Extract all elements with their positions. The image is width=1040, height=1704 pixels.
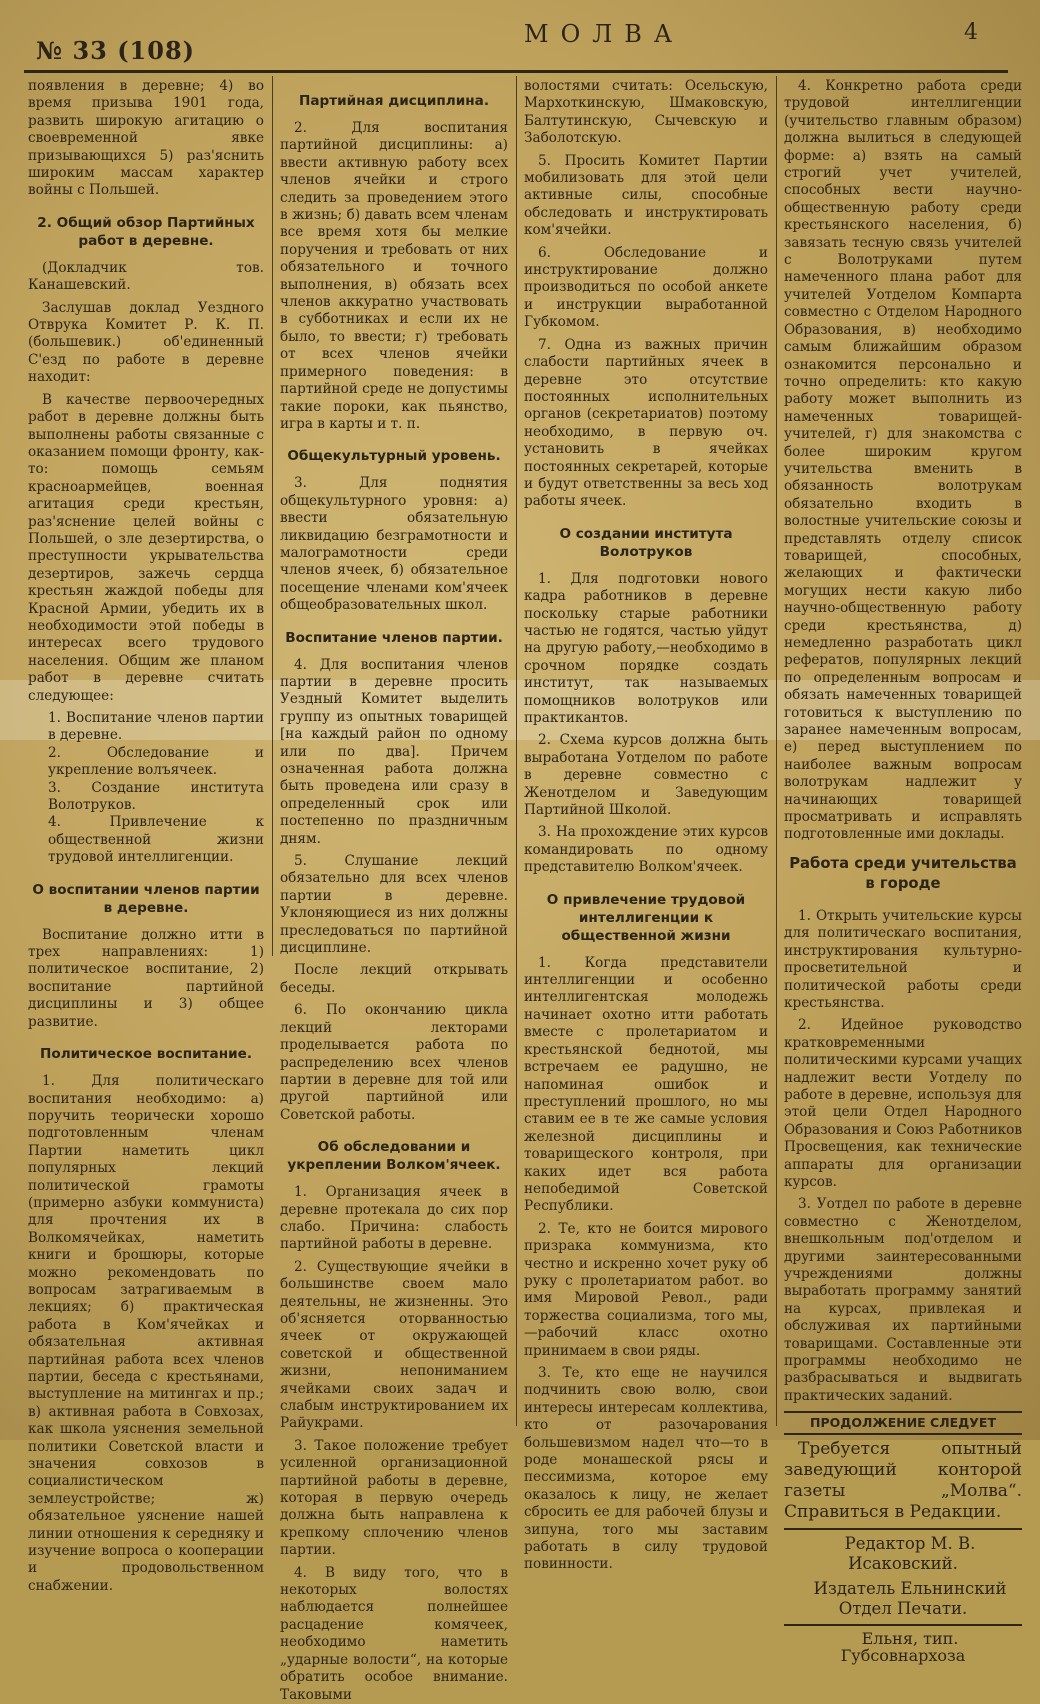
printer-credit: Ельня, тип. Губсовнархоза (840, 1628, 966, 1666)
page-number: 4 (964, 20, 978, 45)
paragraph: 1. Организация ячеек в деревне протекала до сих пор слабо. Причина: слабость партийной работы в деревне. (280, 1184, 508, 1253)
issue-number: № 33 (108) (36, 36, 196, 65)
paragraph: 3. Для поднятия общекультурного уровня: а) ввести обязательную ликвидацию безграмотности и малограмотности среди членов ячеек, б) обязательное посещение членами ком'ячеек общеобразовательных школ. (280, 475, 508, 614)
masthead (0, 0, 1040, 80)
paragraph: 1. Когда представители интеллигенции и особенно интеллигентская молодежь начинает охотно итти работать вместе с пролетариатом и крестьянской беднотой, мы встречаем ее радушно, не напоминая ошибок и преступлений прошлого, но мы ставим ее в те же самые условия железной дисциплины и товарищеского контроля, при каких идет вся работа непобедимой Советской Республики. (524, 954, 768, 1215)
column-divider (516, 76, 517, 1426)
list-item: 1. Воспитание членов партии в деревне. (48, 710, 264, 744)
paragraph: В качестве первоочередных работ в деревне должны быть выполнены работы связанные с оказанием помощи фронту, как-то: помощь семьям красноармейцев, военная агитация среди крестьян, раз'яснение целей войны с Польшей, о зле дезертирства, о преступности укрывательства дезертиров, зажечь сердца крестьян жаждой победы для Красной Армии, убедить их в необходимости этой победы в интересах всего трудового населения. Общим же планом работ в деревне считать следующее: (28, 391, 264, 704)
paragraph: 5. Просить Комитет Партии мобилизовать для этой цели активные силы, способные обследовать и инструктировать ком'ячейки. (524, 152, 768, 239)
paragraph: 3. На прохождение этих курсов командировать по одному представителю Волком'ячеек. (524, 824, 768, 876)
heading-member-training: Воспитание членов партии. (285, 629, 503, 646)
heading-political-education: Политическое воспитание. (40, 1046, 252, 1063)
paragraph: 6. По окончанию цикла лекций лекторами проделывается работа по распределению всех членов партии в деревне для той или другой партийной или Советской работы. (280, 1002, 508, 1123)
paragraph: 1. Открыть учительские курсы для политическаго воспитания, инструктирования культурно-просветительной и политической работы среди крестьянства. (784, 907, 1022, 1011)
paragraph: 3. Уотдел по работе в деревне совместно с Женотделом, внешкольным под'отделом и другими заинтересованными учреждениями должны выработать программу занятий на курсах, привлекая и обслуживая их партийными товарищами. Составленные эти программы необходимо не разбрасываться и выдвигать практических заданий. (784, 1196, 1022, 1404)
paragraph: 2. Схема курсов должна быть выработана Уотделом по работе в деревне совместно с Женотделом и Заведующим Партийной Школой. (524, 732, 768, 819)
divider (784, 1624, 1022, 1626)
paragraph: 3. Те, кто еще не научился подчинить свою волю, свои интересы интересам коллектива, кто от разочарования большевизмом надел что—то в роде монашеской рясы и пессимизма, которое ему оказалось к лицу, не желает сбросить ее для рабочей блузы и зипуна, того мы заставим работать в силу трудовой повинности. (524, 1365, 768, 1573)
column-2 (280, 78, 508, 1703)
paragraph: 2. Те, кто не боится мирового призрака коммунизма, кто честно и искренно хочет руку об руку с пролетариатом работ. во имя Мировой Револ., ради торжества социализма, того мы,—рабочий класс охотно принимаем в свои ряды. (524, 1220, 768, 1359)
paragraph: 4. Для воспитания членов партии в деревне просить Уездный Комитет выделить группу из опытных товарищей [на каждый район по одному или по два]. Причем означенная работа должна быть проведена или сразу в определенный срок или постепенно по праздничным дням. (280, 656, 508, 847)
list-item: 2. Обследование и укрепление волъячеек. (48, 744, 264, 779)
paragraph: Воспитание должно итти в трех направлениях: 1) политическое воспитание, 2) воспитание партийной дисциплины и 3) общее развитие. (28, 926, 264, 1030)
continued-text: появления в деревне; 4) во время призыва 1901 года, развить широкую агитацию о своевременной явке призывающихся 5) раз'яснить широким массам характер войны с Польшей. (28, 78, 264, 199)
heading-city-teachers: Работа среди учительства в городе (789, 854, 1017, 892)
paragraph: Заслушав доклад Уездного Отврука Комитет Р. К. П. (большевик.) об'единенный С'езд по работе в деревне находит: (28, 299, 264, 386)
masthead-rule (24, 70, 1008, 73)
paragraph: 7. Одна из важных причин слабости партийных ячеек в деревне это отсутствие постоянных исполнительных органов (секретариатов) поэтому необходимо, в первую оч. установить в ячейках постоянных секретарей, которые и будут ответственны за весь ход работы ячеек. (524, 336, 768, 510)
paragraph: 3. Такое положение требует усиленной организационной партийной работы в деревне, которая в первую очередь должна быть направлена к крепкому сплочению членов партии. (280, 1437, 508, 1559)
divider (784, 1528, 1022, 1530)
heading-party-discipline: Партийная дисциплина. (298, 93, 489, 109)
heading-member-education: О воспитании членов партии в деревне. (32, 881, 260, 916)
paragraph: 6. Обследование и инструктирование должно производиться по особой анкете и инструкции выработанной Губкомом. (524, 244, 768, 331)
paper-name: МОЛВА (524, 20, 685, 48)
heading-cell-survey: Об обследовании и укреплении Волком'ячеек. (287, 1139, 501, 1174)
paragraph: 1. Для подготовки нового кадра работников в деревне поскольку старые работники частью не годятся, частью уйдут на другую работу,—необходимо в срочном порядке создать институт, так называемых помощников волотруков или практикантов. (524, 570, 768, 726)
editor-credit: Редактор М. В. Исаковский. (844, 1533, 976, 1573)
column-1 (28, 78, 264, 1594)
column-divider (272, 76, 273, 956)
column-3 (524, 78, 768, 1573)
heading-volotruk-institute: О создании института Волотруков (559, 525, 733, 560)
continued-text: волостями считать: Осельскую, Мархоткинскую, Шмаковскую, Балтутинскую, Сычевскую и Заболотскую. (524, 78, 768, 147)
to-be-continued: ПРОДОЛЖЕНИЕ СЛЕДУЕТ (784, 1411, 1022, 1434)
paragraph: 4. Конкретно работа среди трудовой интеллигенции (учительство главным образом) должна вылиться в следующей форме: а) взять на самый строгий учет учителей, способных вести научно-общественную работу среди крестьянского населения, б) завязать тесную связь учителей с Волотруками путем намеченного плана работ для учителей Уотделом Компарта совместно с Отделом Народного Образования, в) необходимо самым ближайшим образом ознакомится персонально и точно определить: кто какую работу может выполнить из намеченных товарищей-учителей, г) для знакомства с более широким кругом учительства вменить в обязанность волотрукам обязательно входить в волостные учительские союзы и представлять отделу список товарищей, способных, желающих и фактически могущих нести какую либо научно-общественную работу среди крестьянства, д) немедленно разработать цикл рефератов, популярных лекций по определенным вопросам и обязать намеченных товарищей готовиться к выступлению по заранее намеченным вопросам, е) перед выступлением по наиболее важным вопросам волотрукам надлежит у начинающих товарищей просматривать и исправлять подготовленные ими доклады. (784, 78, 1022, 843)
paragraph: 1. Для политическаго воспитания необходимо: а) поручить теорически хорошо подготовленным членам Партии наметить цикл популярных лекций политической грамоты (примерно азбуки коммуниста) для прочтения их в Волкомячейках, наметить книги и брошюры, которые можно рекомендовать по вопросам затрагиваемым в лекциях; б) практическая работа в Ком'ячейках и обязательная активная партийная работа всех членов партии, беседа с крестьянами, выступление на митингах и пр.; в) активная работа в Совхозах, как школа уяснения земельной политики Советской власти и значения совхозов в социалистическом землеустройстве; ж) обязательное уяснение нашей линии отношения к середняку и изучение вопроса о кооперации и продовольственном снабжении. (28, 1073, 264, 1594)
heading-party-work-overview: 2. Общий обзор Партийных работ в деревне. (37, 214, 255, 249)
heading-cultural-level: Общекультурный уровень. (287, 448, 501, 465)
paragraph: 2. Идейное руководство кратковременными политическими курсами учащих надлежит вести Уотделу по работе в деревне, используя для этой цели Отдел Народного Образования и Союз Работников Просвещения, как технические аппараты для организации курсов. (784, 1017, 1022, 1190)
paragraph: 2. Для воспитания партийной дисциплины: а) ввести активную работу всех членов ячейки и строго следить за проведением этого в жизнь; б) давать всем членам все время хотя бы мелкие поручения и требовать от них обязательного и точного выполнения, в) обязать всех членов аккуратно участвовать в субботниках и если их не было, то ввести; г) требовать от всех членов ячейки примерного поведения: в партийной среде не допустимы такие пороки, как пьянство, игра в карты и т. п. (280, 120, 508, 432)
column-divider (776, 76, 777, 1426)
paragraph: 4. В виду того, что в некоторых волостях наблюдается полнейшее расцадение комячеек, необходимо наметить „ударные волости“, на которые обратить особое внимание. Таковыми (280, 1564, 508, 1703)
job-advertisement: Требуется опытный заведующий конторой газеты „Молва“. Справиться в Редакции. (784, 1438, 1022, 1522)
column-4 (784, 78, 1022, 1666)
heading-intelligentsia: О привлечение трудовой интеллигенции к общественной жизни (546, 891, 746, 944)
paragraph: 2. Существующие ячейки в большинстве своем мало деятельны, не жизненны. Это об'ясняется оторванностью ячеек от окружающей советской и общественной жизни, непониманием ячейками своих задач и слабым инструктированием их Райукрами. (280, 1258, 508, 1432)
list-item: 3. Создание института Волотруков. (48, 779, 264, 814)
speaker-note: (Докладчик тов. Канашевский. (28, 259, 264, 294)
list-item: 4. Привлечение к общественной жизни трудовой интеллигенции. (48, 814, 264, 866)
publisher-credit: Издатель Ельнинский Отдел Печати. (813, 1578, 1007, 1618)
paragraph: После лекций открывать беседы. (280, 962, 508, 996)
paragraph: 5. Слушание лекций обязательно для всех членов партии в деревне. Уклоняющиеся из них должны преследоваться по партийной дисциплине. (280, 853, 508, 957)
